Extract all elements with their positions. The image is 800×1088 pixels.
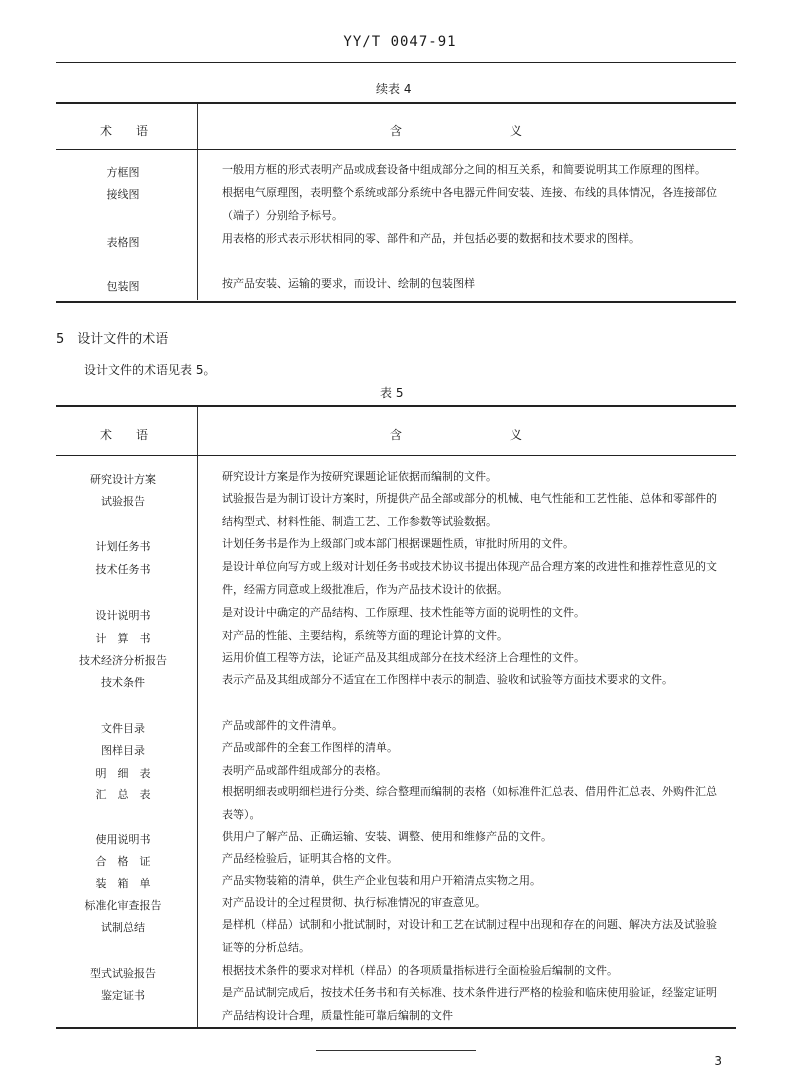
table5-term: 技术任务书 <box>95 563 151 576</box>
table4-col-term: 术 语 <box>100 124 149 138</box>
table4-caption: 续表 4 <box>376 82 412 96</box>
table5-def: 表明产品或部件组成部分的表格。 <box>222 764 387 777</box>
table4-term: 包装图 <box>106 280 140 293</box>
table4-col-divider <box>197 104 198 300</box>
table5-col-def: 含 义 <box>390 428 523 442</box>
header-rule <box>56 62 736 63</box>
table5-term: 型式试验报告 <box>90 967 156 980</box>
table5-bottom-rule <box>56 1027 736 1029</box>
page-number: 3 <box>714 1054 722 1068</box>
table5-col-divider <box>197 407 198 1027</box>
standard-number-header: YY/T 0047-91 <box>343 34 457 50</box>
table5-head-rule <box>56 455 736 456</box>
table5-term: 图样目录 <box>101 744 145 757</box>
table5-term: 合 格 证 <box>95 855 151 868</box>
table5-term: 装 箱 单 <box>95 877 151 890</box>
table5-def: 供用户了解产品、正确运输、安装、调整、使用和维修产品的文件。 <box>222 830 552 843</box>
table5-term: 使用说明书 <box>95 833 151 846</box>
table5-term: 标准化审查报告 <box>84 899 162 912</box>
table5-def: 计划任务书是作为上级部门或本部门根据课题性质，审批时所用的文件。 <box>222 537 574 550</box>
table4-bottom-rule <box>56 301 736 303</box>
table5-term: 明 细 表 <box>95 767 151 780</box>
table5-top-rule <box>56 405 736 407</box>
table4-term: 接线图 <box>106 188 140 201</box>
table4-head-rule <box>56 149 736 150</box>
table4-def: 按产品安装、运输的要求，而设计、绘制的包装图样 <box>222 277 475 290</box>
table5-term: 技术条件 <box>101 676 145 689</box>
table5-term: 试制总结 <box>101 921 145 934</box>
table5-def: 对产品设计的全过程贯彻、执行标准情况的审查意见。 <box>222 896 486 909</box>
table5-def: 产品经检验后，证明其合格的文件。 <box>222 852 398 865</box>
table5-def: 是产品试制完成后，按技术任务书和有关标准、技术条件进行严格的检验和临床使用验证，经鉴定证明产品结构设计合理，质量性能可靠后编制的文件 <box>222 986 717 1022</box>
table5-def: 产品或部件的文件清单。 <box>222 719 343 732</box>
table5-col-term: 术 语 <box>100 428 149 442</box>
table5-def: 产品或部件的全套工作图样的清单。 <box>222 741 398 754</box>
table5-def: 根据明细表或明细栏进行分类、综合整理而编制的表格（如标准件汇总表、借用件汇总表、外购件汇总表等）。 <box>222 785 717 821</box>
table5-def: 产品实物装箱的清单，供生产企业包装和用户开箱清点实物之用。 <box>222 874 541 887</box>
table5-term: 试验报告 <box>101 495 145 508</box>
table5-term: 技术经济分析报告 <box>79 654 167 667</box>
table5-def: 试验报告是为制订设计方案时，所提供产品全部或部分的机械、电气性能和工艺性能、总体和零部件的结构型式、材料性能、制造工艺、工作参数等试验数据。 <box>222 492 717 528</box>
section-5-intro: 设计文件的术语见表 5。 <box>84 363 216 377</box>
table4-top-rule <box>56 102 736 104</box>
table4-term: 表格图 <box>106 236 140 249</box>
table5-term: 鉴定证书 <box>101 989 145 1002</box>
table5-term: 计划任务书 <box>95 540 151 553</box>
table5-def: 表示产品及其组成部分不适宜在工作图样中表示的制造、验收和试验等方面技术要求的文件。 <box>222 673 673 686</box>
table5-term: 文件目录 <box>101 722 145 735</box>
table4-def: 用表格的形式表示形状相同的零、部件和产品，并包括必要的数据和技术要求的图样。 <box>222 232 640 245</box>
table5-def: 对产品的性能、主要结构，系统等方面的理论计算的文件。 <box>222 629 508 642</box>
table5-def: 研究设计方案是作为按研究课题论证依据而编制的文件。 <box>222 470 497 483</box>
table5-def: 是设计单位向写方或上级对计划任务书或技术协议书提出体现产品合理方案的改进性和推荐性意见的文件，经需方同意或上级批准后，作为产品技术设计的依据。 <box>222 560 717 596</box>
footer-rule <box>316 1050 476 1051</box>
table5-def: 运用价值工程等方法，论证产品及其组成部分在技术经济上合理性的文件。 <box>222 651 585 664</box>
table5-term: 汇 总 表 <box>95 788 151 801</box>
section-5-title: 5 设计文件的术语 <box>56 332 169 347</box>
table5-term: 设计说明书 <box>95 609 151 622</box>
table4-def: 一般用方框的形式表明产品或成套设备中组成部分之间的相互关系，和简要说明其工作原理的图样。 <box>222 163 706 176</box>
table4-col-def: 含 义 <box>390 124 523 138</box>
table5-def: 是对设计中确定的产品结构、工作原理、技术性能等方面的说明性的文件。 <box>222 606 585 619</box>
table4-def: 根据电气原理图，表明整个系统或部分系统中各电器元件间安装、连接、布线的具体情况，各连接部位（端子）分别给予标号。 <box>222 186 717 222</box>
table5-def: 是样机（样品）试制和小批试制时，对设计和工艺在试制过程中出现和存在的问题、解决方法及试验验证等的分析总结。 <box>222 918 717 954</box>
table5-caption: 表 5 <box>380 386 404 400</box>
table4-term: 方框图 <box>106 166 140 179</box>
table5-def: 根据技术条件的要求对样机（样品）的各项质量指标进行全面检验后编制的文件。 <box>222 964 618 977</box>
table5-term: 计 算 书 <box>95 632 151 645</box>
table5-term: 研究设计方案 <box>90 473 156 486</box>
